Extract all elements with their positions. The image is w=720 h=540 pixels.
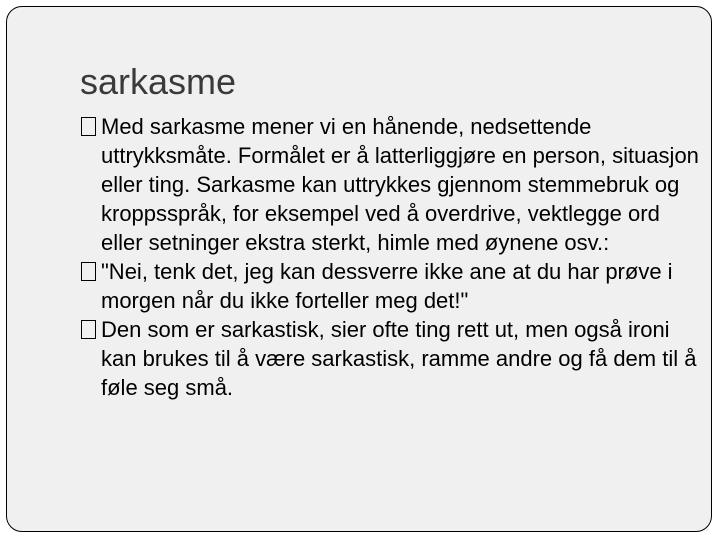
slide-title: sarkasme: [80, 61, 237, 102]
bullet-item: [81, 315, 701, 402]
bullet-list: [81, 112, 701, 402]
missing-glyph-icon: [81, 320, 96, 339]
missing-glyph-icon: [81, 117, 96, 136]
bullet-text: Den som er sarkastisk, sier ofte ting rett ut, men også ironi kan brukes til å være sarkastisk, ramme andre og få dem til å føle seg små.: [101, 317, 697, 400]
bullet-item: [81, 257, 701, 315]
bullet-text: Med sarkasme mener vi en hånende, nedsettende uttrykksmåte. Formålet er å latterliggjøre en person, situasjon eller ting. Sarkasme kan uttrykkes gjennom stemmebruk og kroppsspråk, for eksempel ved å overdrive, vektlegge ord eller setninger ekstra sterkt, himle med øynene osv.:: [101, 114, 699, 255]
missing-glyph-icon: [81, 262, 96, 281]
bullet-item: [81, 112, 701, 257]
bullet-text: "Nei, tenk det, jeg kan dessverre ikke ane at du har prøve i morgen når du ikke forteller meg det!": [101, 259, 673, 313]
